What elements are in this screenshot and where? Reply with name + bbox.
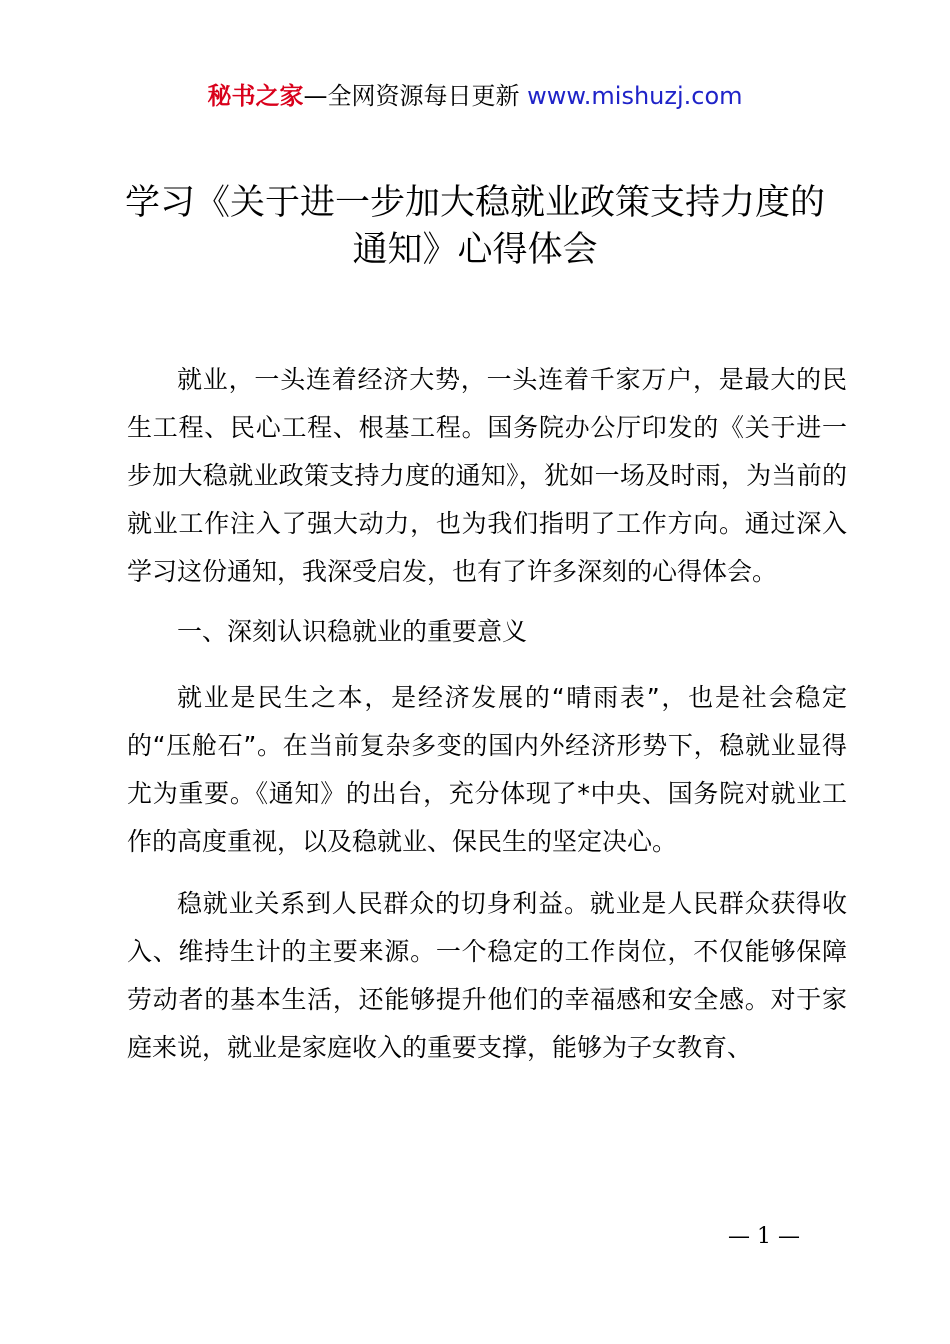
page-number xyxy=(0,1222,950,1252)
body-paragraph: 稳就业关系到人民群众的切身利益。就业是人民群众获得收入、维持生计的主要来源。一个稳定的工作岗位，不仅能够保障劳动者的基本生活，还能够提升他们的幸福感和安全感。对于家庭来说，就业是家庭收入的重要支撑，能够为子女教育、 xyxy=(127,889,847,1062)
intro-paragraph: 就业，一头连着经济大势，一头连着千家万户，是最大的民生工程、民心工程、根基工程。国务院办公厅印发的《关于进一步加大稳就业政策支持力度的通知》，犹如一场及时雨，为当前的就业工作注入了强大动力，也为我们指明了工作方向。通过深入学习这份通知，我深受启发，也有了许多深刻的心得体会。 xyxy=(127,365,847,586)
document-body xyxy=(127,356,847,1086)
site-url-link[interactable]: www.mishuzj.com xyxy=(527,82,743,110)
body-paragraph: 就业是民生之本，是经济发展的“晴雨表”，也是社会稳定的“压舱石”。在当前复杂多变的国内外经济形势下，稳就业显得尤为重要。《通知》的出台，充分体现了*中央、国务院对就业工作的高度重视，以及稳就业、保民生的坚定决心。 xyxy=(127,683,847,856)
title-line-1: 学习《关于进一步加大稳就业政策支持力度的 xyxy=(124,183,825,223)
brand-name: 秘书之家 xyxy=(207,82,304,110)
title-line-2: 通知》心得体会 xyxy=(352,230,598,270)
site-header xyxy=(0,80,950,112)
section-heading: 一、深刻认识稳就业的重要意义 xyxy=(177,617,528,646)
document-title xyxy=(100,180,850,274)
page-number-label: — 1 — xyxy=(728,1224,800,1249)
header-tagline: —全网资源每日更新 xyxy=(303,82,528,110)
